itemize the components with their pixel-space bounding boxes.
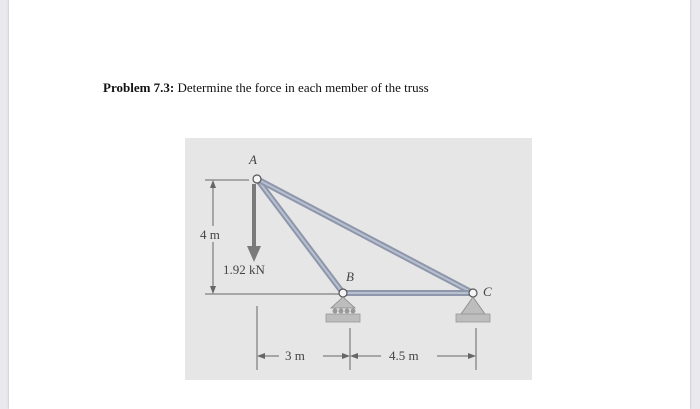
dim-right-arrow-c [468,353,476,359]
truss-figure [185,138,532,380]
node-label-b: B [346,269,354,284]
dim-left-arrow-a [257,353,265,359]
support-b-roller [351,309,356,314]
dim-left-arrow-b [342,353,350,359]
load-label: 1.92 kN [223,262,265,277]
node-label-c: C [483,284,492,299]
problem-text: Determine the force in each member of the truss [177,80,429,95]
support-c-base [456,314,490,322]
support-b-roller [339,309,344,314]
support-b-roller [333,309,338,314]
problem-statement [103,80,429,96]
joint-c [469,289,477,297]
load-arrow-head [247,246,261,262]
dim-right-arrow-b [350,353,358,359]
document-page [9,0,690,409]
member-ac-highlight [257,179,473,293]
dim-right-label: 4.5 m [389,348,419,363]
node-label-a: A [249,152,257,167]
dim-left-label: 3 m [285,348,305,363]
member-ab-highlight [257,179,343,293]
joint-a [253,175,261,183]
support-b-roller [345,309,350,314]
height-dimension-label: 4 m [200,227,220,242]
support-b-base [326,314,360,322]
problem-label: Problem 7.3: [103,80,175,95]
joint-b [339,289,347,297]
height-dim-arrow-bottom [210,286,216,294]
support-b-triangle [331,297,355,308]
support-c-triangle [461,297,485,314]
height-dim-arrow-top [210,180,216,188]
truss-diagram [185,138,532,380]
